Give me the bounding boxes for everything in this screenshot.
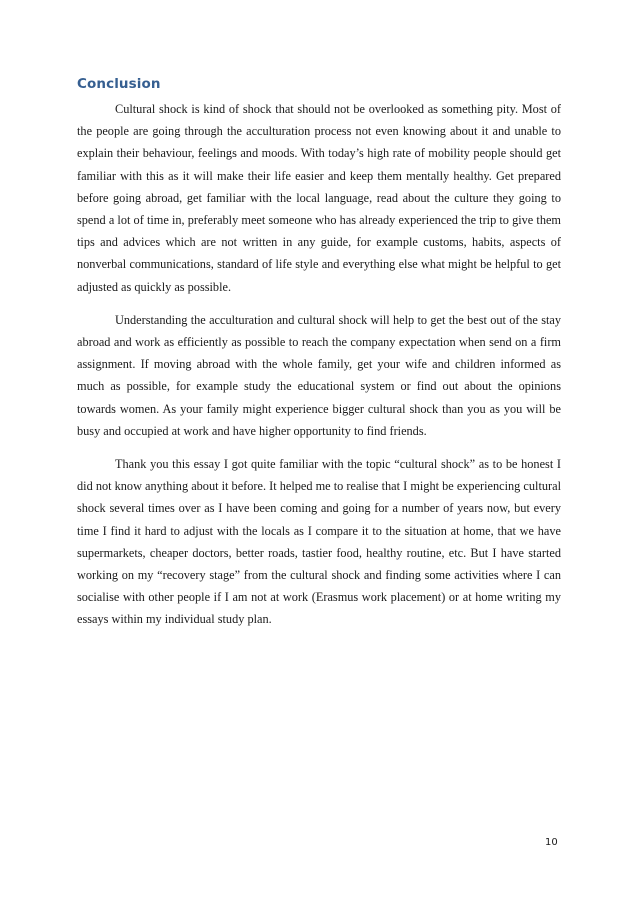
paragraph: Thank you this essay I got quite familiar with the topic “cultural shock” as to be honest I did not know anything about it before. It helped me to realise that I might be experiencing cultural shock several times over as I have been coming and going for a number of years now, but every time I find it hard to adjust with the locals as I compare it to the situation at home, that we have supermarkets, cheaper doctors, better roads, tastier food, healthy routine, etc. But I have started working on my “recovery stage” from the cultural shock and finding some activities where I can socialise with other people if I am not at work (Erasmus work placement) or at home writing my essays within my individual study plan. — [77, 457, 561, 627]
paragraph: Understanding the acculturation and cultural shock will help to get the best out of the stay abroad and work as efficiently as possible to reach the company expectation when send on a firm assignment. If moving abroad with the whole family, get your wife and children informed as much as possible, for example study the educational system or find out about the opinions towards women. As your family might experience bigger cultural shock than you as you will be busy and occupied at work and have higher opportunity to find friends. — [77, 312, 561, 438]
paragraph: Cultural shock is kind of shock that should not be overlooked as something pity. Most of the people are going through the acculturation process not even knowing about it and unable to explain their behaviour, feelings and moods. With today’s high rate of mobility people should get familiar with this as it will make their life easier and keep them mentally healthy. Get prepared before going abroad, get familiar with the local language, read about the culture they going to spend a lot of time in, preferably meet someone who has already experienced the trip to give them tips and advices which are not written in any guide, for example customs, habits, aspects of nonverbal communications, standard of life style and everything else what might be helpful to get adjusted as quickly as possible. — [77, 102, 561, 294]
body-text — [77, 98, 561, 642]
page-number: 10 — [545, 837, 558, 848]
section-heading: Conclusion — [77, 76, 161, 92]
